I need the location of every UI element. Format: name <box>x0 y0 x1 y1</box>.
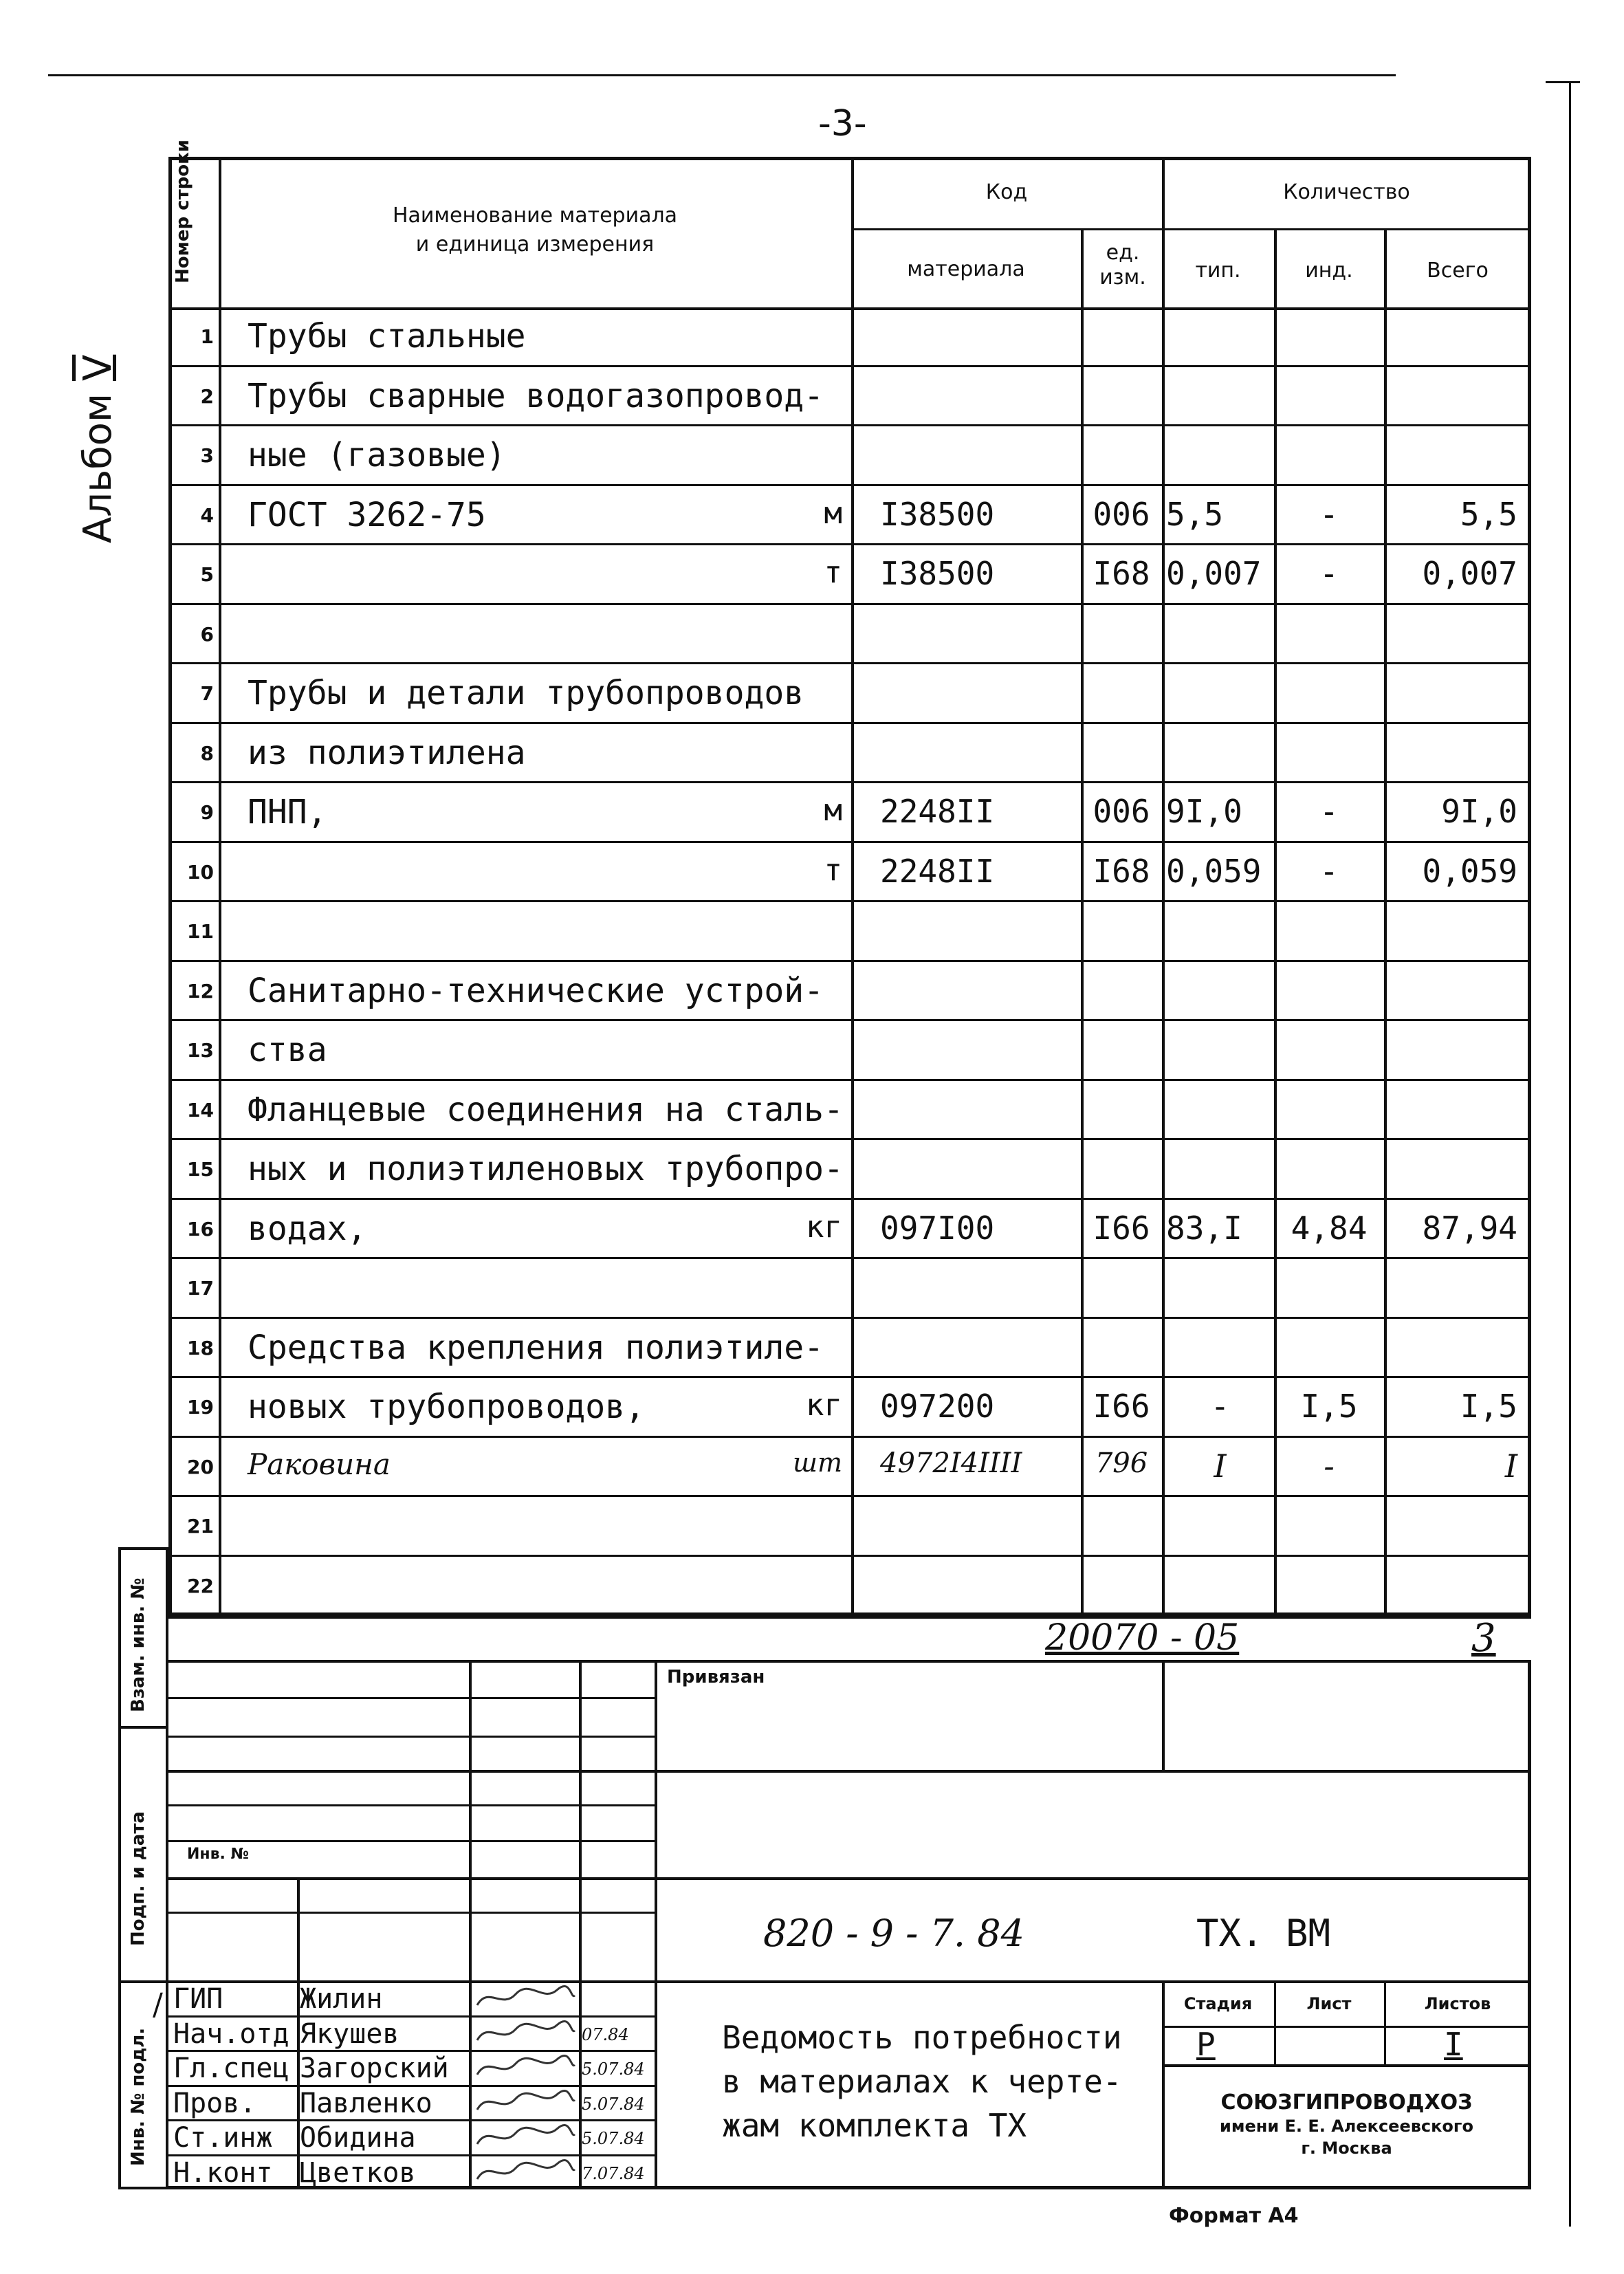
left-vert-inv: Инв. № подл. <box>128 2027 149 2166</box>
signature-scribble <box>474 2017 578 2054</box>
row-number: 6 <box>200 622 214 646</box>
left-vert-podp: Подп. и дата <box>128 1811 149 1946</box>
privyazan-label: Привязан <box>667 1667 765 1687</box>
row-material-code: 2248II <box>880 793 995 830</box>
stage-col-2 <box>1274 1980 1276 2064</box>
album-label <box>76 355 120 543</box>
left-margin-split1 <box>118 1726 168 1729</box>
row-number: 19 <box>187 1396 214 1419</box>
row-unit-code: I68 <box>1093 555 1150 592</box>
row-number: 8 <box>200 741 214 765</box>
row-number: 11 <box>187 920 214 943</box>
stage-value: Р <box>1196 2026 1216 2063</box>
stamp-h-f <box>168 1877 1531 1880</box>
signer-row-line <box>168 2015 655 2018</box>
doc-title-line2: в материалах к черте- <box>722 2063 1122 2100</box>
row-unit: шт <box>792 1447 842 1478</box>
table-row <box>168 783 1531 843</box>
row-ind: 4,84 <box>1291 1209 1368 1247</box>
signer-role: Пров. <box>173 2087 256 2119</box>
row-typ: 0,007 <box>1166 555 1262 592</box>
signer-role: Нач.отд <box>173 2018 289 2050</box>
row-typ: - <box>1210 1388 1230 1425</box>
row-total: 9I,0 <box>1441 793 1517 830</box>
table-row <box>168 1319 1531 1379</box>
signature-scribble <box>474 2086 578 2123</box>
format-label: Формат А4 <box>1169 2204 1299 2228</box>
row-typ: 5,5 <box>1166 495 1224 533</box>
row-name: новых трубопроводов, <box>248 1388 645 1426</box>
table-row <box>168 1081 1531 1141</box>
stamp-top-line <box>168 1616 1531 1619</box>
sheets-value: I <box>1444 2026 1463 2063</box>
table-row <box>168 1200 1531 1260</box>
row-name: ные (газовые) <box>248 436 506 474</box>
row-number: 18 <box>187 1336 214 1359</box>
row-material-code: I38500 <box>880 495 995 533</box>
header-name-line1: Наименование материала <box>392 204 678 228</box>
row-unit: т <box>824 555 842 590</box>
table-row <box>168 1259 1531 1319</box>
stage-label: Стадия <box>1183 1994 1253 2013</box>
stamp-h-d <box>168 1804 655 1806</box>
signer-name: Обидина <box>300 2122 416 2154</box>
row-ind: - <box>1319 793 1339 830</box>
left-vert-zam: Взам. инв. № <box>128 1577 149 1712</box>
row-name: Трубы и детали трубопроводов <box>248 674 804 712</box>
row-name: Санитарно-технические устрой- <box>248 971 824 1010</box>
row-ind: - <box>1319 852 1339 890</box>
row-number: 9 <box>200 801 214 824</box>
row-material-code: 097I00 <box>880 1209 995 1247</box>
signature-scribble <box>474 2121 578 2158</box>
table-row <box>168 367 1531 427</box>
row-name: ГОСТ 3262-75 <box>248 495 486 534</box>
signer-name: Якушев <box>300 2018 399 2050</box>
row-name: Средства крепления полиэтиле- <box>248 1328 824 1367</box>
org-line2: имени Е. Е. Алексеевского <box>1220 2117 1473 2136</box>
signature-scribble <box>474 1982 578 2019</box>
row-name: ПНП, <box>248 793 327 831</box>
row-unit-code: 006 <box>1093 793 1150 830</box>
inv-no-label: Инв. № <box>187 1846 250 1863</box>
row-unit-code: I66 <box>1093 1388 1150 1425</box>
page-number: -3- <box>818 103 867 144</box>
row-typ: 83,I <box>1166 1209 1242 1247</box>
table-row <box>168 1021 1531 1081</box>
row-ind: - <box>1319 555 1339 592</box>
row-name: ных и полиэтиленовых трубопро- <box>248 1150 844 1188</box>
row-number: 2 <box>200 384 214 408</box>
stamp-col-name <box>469 1660 472 2189</box>
row-ind: - <box>1324 1447 1335 1485</box>
row-material-code: 097200 <box>880 1388 995 1425</box>
signer-role: Ст.инж <box>173 2122 273 2154</box>
stage-h-2 <box>1162 2064 1531 2067</box>
row-name: водах, <box>248 1209 367 1248</box>
signer-name: Павленко <box>300 2087 432 2119</box>
row-total: 5,5 <box>1460 495 1517 533</box>
table-row <box>168 962 1531 1022</box>
table-row <box>168 486 1531 546</box>
row-number: 3 <box>200 444 214 467</box>
row-name: ства <box>248 1031 327 1069</box>
signer-row-line <box>168 2085 655 2087</box>
row-material-code: I38500 <box>880 555 995 592</box>
left-slash-mark: / <box>153 1987 163 2022</box>
right-edge-rule <box>1569 81 1571 2227</box>
row-number: 21 <box>187 1515 214 1538</box>
header-material: материала <box>907 257 1025 281</box>
stamp-h-b <box>168 1736 655 1738</box>
signer-date: 07.84 <box>582 2024 629 2044</box>
table-row <box>168 1438 1531 1498</box>
row-typ: I <box>1214 1447 1227 1485</box>
header-total: Всего <box>1427 259 1489 283</box>
signer-role: ГИП <box>173 1983 223 2015</box>
stage-h-1 <box>1162 2026 1531 2028</box>
signer-date: 5.07.84 <box>582 2094 645 2114</box>
row-ind: - <box>1319 495 1339 533</box>
stamp-h-e <box>168 1840 655 1842</box>
table-row <box>168 843 1531 903</box>
row-number: 14 <box>187 1098 214 1122</box>
row-number: 15 <box>187 1158 214 1181</box>
header-typ: тип. <box>1195 259 1241 283</box>
header-quantity: Количество <box>1283 180 1410 204</box>
doc-title-line1: Ведомость потребности <box>722 2019 1122 2056</box>
table-row <box>168 1557 1531 1617</box>
row-unit: кг <box>806 1388 842 1423</box>
row-number: 20 <box>187 1455 214 1478</box>
row-unit: т <box>824 852 842 888</box>
row-number: 22 <box>187 1574 214 1597</box>
row-material-code: 2248II <box>880 852 995 890</box>
stage-col-3 <box>1384 1980 1386 2064</box>
row-number: 7 <box>200 682 214 705</box>
top-rule <box>48 74 1396 76</box>
signer-row-line <box>168 2119 655 2121</box>
row-number: 1 <box>200 325 214 348</box>
row-unit-code: I66 <box>1093 1209 1150 1247</box>
table-row <box>168 1140 1531 1200</box>
row-unit: кг <box>806 1209 842 1245</box>
stamp-h-g <box>168 1912 655 1914</box>
row-unit: м <box>824 793 842 828</box>
row-name: Трубы стальные <box>248 317 526 356</box>
row-name: Трубы сварные водогазопровод- <box>248 376 824 415</box>
table-row <box>168 902 1531 962</box>
project-code: 820 - 9 - 7. 84 <box>763 1912 1024 1955</box>
sheets-label: Листов <box>1424 1994 1491 2013</box>
sheet-label: Лист <box>1306 1994 1352 2013</box>
row-number: 10 <box>187 860 214 884</box>
row-material-code: 4972I4IIII <box>880 1447 1022 1479</box>
row-unit-code: 006 <box>1093 495 1150 533</box>
row-ind: I,5 <box>1300 1388 1358 1425</box>
top-rule-right <box>1546 81 1580 83</box>
left-margin-split2 <box>118 1980 168 1983</box>
signer-name: Загорский <box>300 2053 449 2084</box>
table-row <box>168 605 1531 665</box>
signature-scribble <box>474 2156 578 2193</box>
header-ind: инд. <box>1305 259 1353 283</box>
album-word: Альбом <box>76 393 120 543</box>
row-name: Фланцевые соединения на сталь- <box>248 1090 844 1129</box>
sheet-mark: 3 <box>1471 1616 1496 1661</box>
table-row <box>168 545 1531 605</box>
row-unit-code: I68 <box>1093 852 1150 890</box>
stamp-col-date <box>655 1660 657 2189</box>
signer-date: 7.07.84 <box>582 2163 645 2183</box>
table-row <box>168 426 1531 486</box>
row-name: Раковина <box>248 1447 391 1481</box>
row-unit-code: 796 <box>1095 1447 1148 1479</box>
header-name-line2: и единица измерения <box>415 232 655 256</box>
row-total: I,5 <box>1460 1388 1517 1425</box>
header-code: Код <box>985 180 1028 204</box>
stamp-h-c <box>168 1770 1531 1773</box>
row-total: I <box>1504 1447 1517 1485</box>
header-split-line <box>851 228 1531 230</box>
signer-name: Цветков <box>300 2156 416 2189</box>
signer-date: 5.07.84 <box>582 2059 645 2079</box>
row-typ: 9I,0 <box>1166 793 1242 830</box>
row-typ: 0,059 <box>1166 852 1262 890</box>
row-total: 87,94 <box>1422 1209 1517 1247</box>
row-number: 5 <box>200 563 214 586</box>
stamp-col-mid <box>1162 1660 1165 1770</box>
header-unit: ед. изм. <box>1099 241 1146 289</box>
table-row <box>168 1497 1531 1557</box>
signature-scribble <box>474 2051 578 2088</box>
row-total: 0,059 <box>1422 852 1517 890</box>
doc-mark: ТХ. ВМ <box>1196 1912 1331 1955</box>
row-name: из полиэтилена <box>248 733 526 772</box>
signer-row-line <box>168 2154 655 2156</box>
row-total: 0,007 <box>1422 555 1517 592</box>
row-number: 4 <box>200 503 214 527</box>
table-row <box>168 1378 1531 1438</box>
signer-role: Н.конт <box>173 2156 273 2189</box>
row-number: 13 <box>187 1039 214 1062</box>
signer-name: Жилин <box>300 1983 383 2015</box>
row-number: 12 <box>187 979 214 1003</box>
header-row-no: Номер строки <box>173 140 193 283</box>
row-number: 16 <box>187 1217 214 1240</box>
org-line3: г. Москва <box>1301 2139 1392 2158</box>
signer-role: Гл.спец <box>173 2053 289 2084</box>
signer-row-line <box>168 2050 655 2052</box>
album-number: V <box>76 354 120 382</box>
stamp-h-a <box>168 1697 655 1699</box>
table-row <box>168 664 1531 724</box>
row-number: 17 <box>187 1277 214 1300</box>
signer-date: 5.07.84 <box>582 2129 645 2148</box>
table-row <box>168 724 1531 784</box>
doc-title-line3: жам комплекта ТХ <box>722 2107 1027 2144</box>
doc-code: 20070 - 05 <box>1045 1617 1240 1659</box>
table-row <box>168 307 1531 367</box>
org-line1: СОЮЗГИПРОВОДХОЗ <box>1220 2090 1473 2114</box>
row-unit: м <box>824 495 842 531</box>
